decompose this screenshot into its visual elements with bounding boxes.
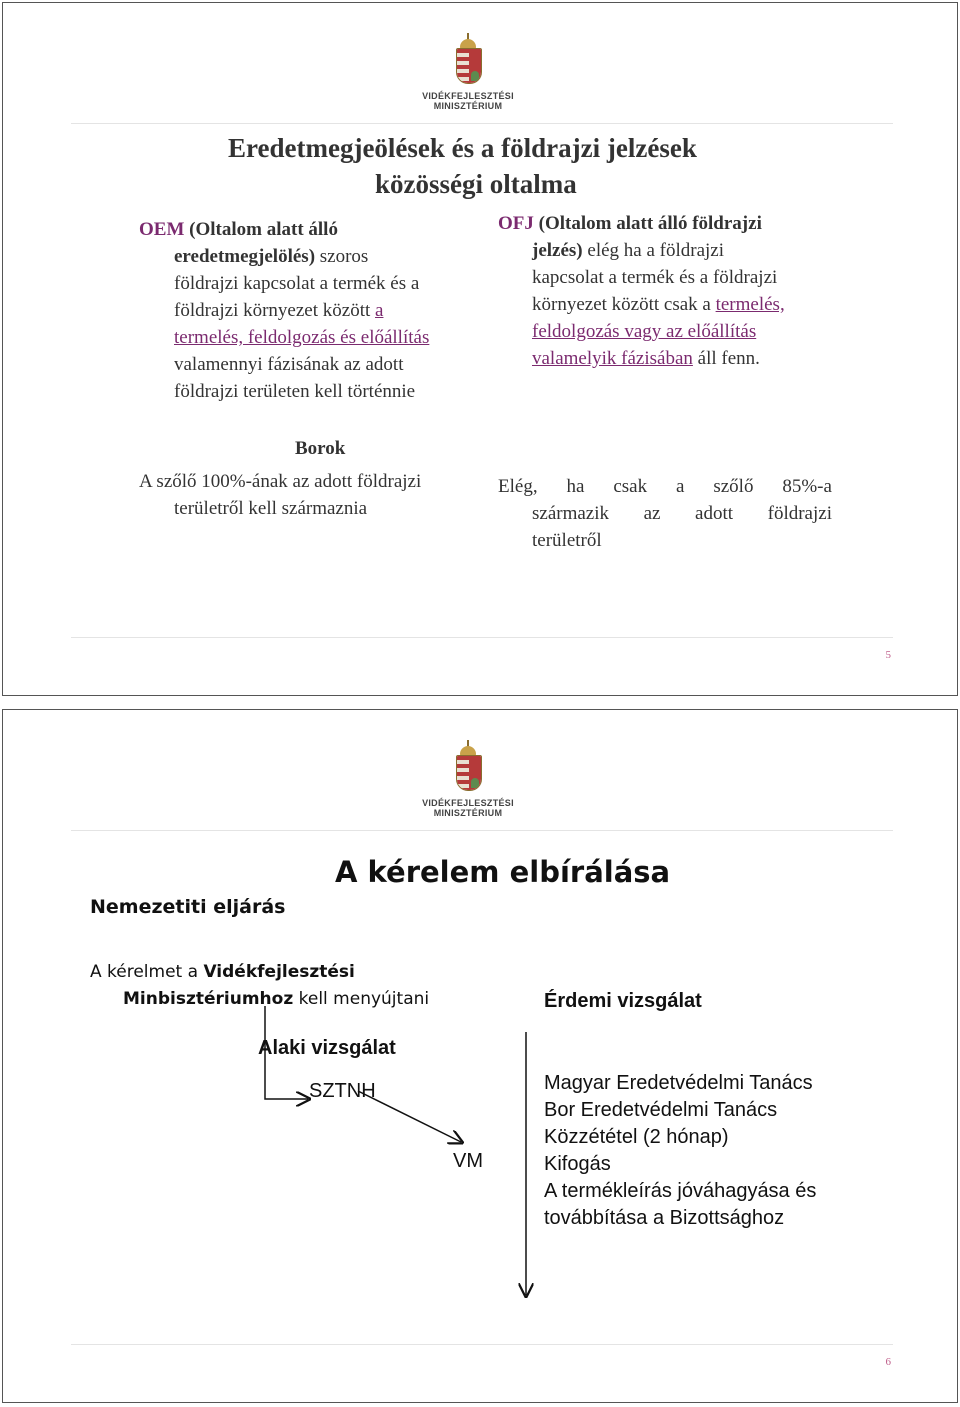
ofj-def-l6-rest: áll fenn. — [692, 348, 760, 369]
ofj-def-l4: környezet között csak a — [532, 294, 716, 315]
ofj-abbr: OFJ — [498, 213, 534, 234]
borok-heading: Borok — [295, 438, 346, 459]
oem-def-l6: valamennyi fázisának az adott — [174, 354, 404, 375]
list-item: A termékleírás jóváhagyása és — [544, 1180, 817, 1202]
oem-def-l1: (Oltalom alatt álló — [189, 219, 338, 240]
request-l2: kell menyújtani — [293, 989, 430, 1009]
ministry-name-l1: Vidékfejlesztési — [203, 962, 355, 982]
logo-line1: VIDÉKFEJLESZTÉSI — [422, 91, 514, 101]
slide-title: A kérelem elbírálása — [335, 855, 671, 889]
borok-left-l2: területről kell származnia — [174, 498, 368, 519]
substantive-review-label: Érdemi vizsgálat — [544, 990, 702, 1012]
sztnh-label: SZTNH — [309, 1080, 376, 1102]
ministry-name-l2: Minbisztériumhoz — [123, 989, 294, 1009]
ofj-link-fazisaban[interactable]: valamelyik fázisában — [532, 348, 693, 369]
word: Elég, — [498, 476, 538, 497]
word: a — [676, 476, 685, 497]
oem-def-l7: földrajzi területen kell történnie — [174, 381, 416, 402]
list-item: továbbítása a Bizottsághoz — [544, 1207, 785, 1229]
list-item: Közzététel (2 hónap) — [544, 1126, 729, 1148]
slide-title-line1: Eredetmegjeölések és a földrajzi jelzések — [228, 133, 697, 163]
logo-line1: VIDÉKFEJLESZTÉSI — [422, 798, 514, 808]
formal-review-label: Alaki vizsgálat — [258, 1037, 396, 1059]
word: adott — [695, 503, 734, 524]
ministry-logo — [408, 39, 528, 129]
slide-5 — [2, 2, 958, 696]
borok-right-l2 — [532, 503, 832, 525]
list-item: Magyar Eredetvédelmi Tanács — [544, 1072, 813, 1094]
oem-def-l2-bold: eredetmegjelölés) — [174, 246, 316, 267]
oem-def-l3: földrajzi kapcsolat a termék és a — [174, 273, 420, 294]
footer-divider — [71, 637, 893, 638]
word: szőlő — [713, 476, 754, 497]
ofj-link-termeles[interactable]: termelés, — [715, 294, 785, 315]
word: földrajzi — [767, 503, 832, 524]
borok-left-l1: A szőlő 100%-ának az adott földrajzi — [139, 471, 422, 492]
word: csak — [613, 476, 648, 497]
list-item: Bor Eredetvédelmi Tanács — [544, 1099, 778, 1121]
oem-def-l2-rest: szoros — [315, 246, 369, 267]
oem-def-l4: földrajzi környezet között — [174, 300, 376, 321]
logo-line2: MINISZTÉRIUM — [433, 101, 503, 111]
page-number: 5 — [885, 649, 891, 661]
slide-6 — [2, 709, 958, 1403]
oem-link-a[interactable]: a — [375, 300, 384, 321]
slide-title-line2: közösségi oltalma — [375, 169, 577, 199]
header-divider — [71, 123, 893, 124]
ofj-def-l3: kapcsolat a termék és a földrajzi — [532, 267, 778, 288]
ofj-link-feldolgozas[interactable]: feldolgozás vagy az előállítás — [532, 321, 757, 342]
review-steps-list — [544, 1070, 816, 1232]
vm-label: VM — [453, 1150, 483, 1172]
ofj-def-l2-rest: elég ha a földrajzi — [582, 240, 725, 261]
oem-abbr: OEM — [139, 219, 185, 240]
word: származik — [532, 503, 610, 524]
flow-arrows — [3, 710, 957, 1402]
arrow-to-vm — [358, 1091, 461, 1142]
request-l1: A kérelmet a — [90, 962, 204, 982]
ofj-def-l2-bold: jelzés) — [532, 240, 583, 261]
footer-divider — [71, 1344, 893, 1345]
list-item: Kifogás — [544, 1153, 611, 1175]
logo-line2: MINISZTÉRIUM — [433, 808, 503, 818]
word: az — [643, 503, 661, 524]
borok-right-l3: területről — [532, 530, 602, 551]
word: 85%-a — [782, 476, 832, 497]
oem-link-phases[interactable]: termelés, feldolgozás és előállítás — [174, 327, 430, 348]
coat-of-arms-icon — [454, 39, 482, 85]
word: ha — [566, 476, 585, 497]
arrow-to-sztnh — [265, 1006, 308, 1099]
page-number: 6 — [885, 1356, 891, 1368]
ofj-def-l1: (Oltalom alatt álló földrajzi — [538, 213, 762, 234]
borok-right-l1 — [498, 476, 832, 498]
procedure-subtitle: Nemezetiti eljárás — [90, 896, 286, 918]
